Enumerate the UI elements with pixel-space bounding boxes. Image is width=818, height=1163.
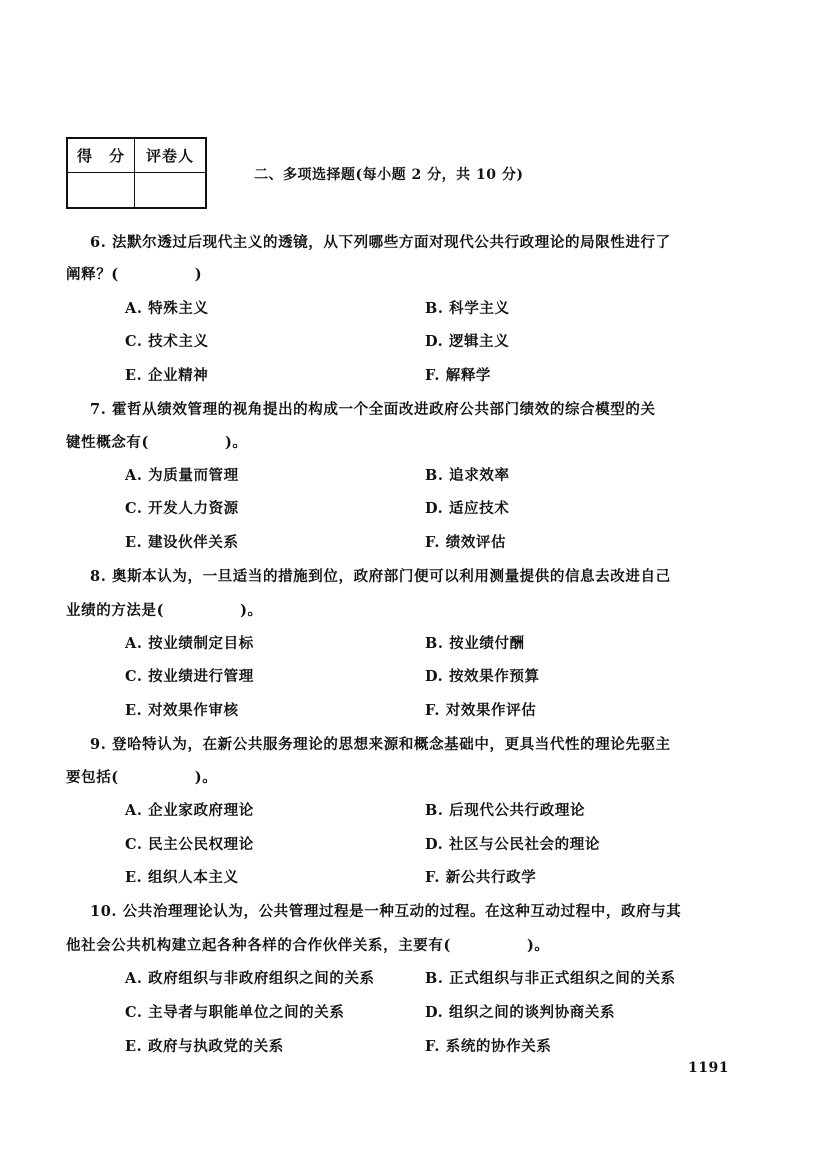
q8-option-d[interactable]: D. 按效果作预算 <box>425 668 540 685</box>
q7-option-f[interactable]: F. 绩效评估 <box>425 534 507 551</box>
question-8-line1: 8. 奥斯本认为，一旦适当的措施到位，政府部门便可以利用测量提供的信息去改进自己 <box>90 568 671 585</box>
q8-option-e[interactable]: E. 对效果作审核 <box>125 702 239 719</box>
question-8-line2 <box>66 599 263 620</box>
question-7-line1: 7. 霍哲从绩效管理的视角提出的构成一个全面改进政府公共部门绩效的综合模型的关 <box>90 401 656 418</box>
q10-option-a[interactable]: A. 政府组织与非政府组织之间的关系 <box>125 970 375 987</box>
grader-header: 评卷人 <box>135 138 207 173</box>
q7-option-a[interactable]: A. 为质量而管理 <box>125 467 239 484</box>
question-9-line1: 9. 登哈特认为，在新公共服务理论的思想来源和概念基础中，更具当代性的理论先驱主 <box>90 736 671 753</box>
q6-option-a[interactable]: A. 特殊主义 <box>125 300 209 317</box>
q9-option-d[interactable]: D. 社区与公民社会的理论 <box>425 836 600 853</box>
q7-option-d[interactable]: D. 适应技术 <box>425 500 510 517</box>
question-6-prefix: 阐释？( <box>66 266 119 283</box>
score-box <box>66 137 207 209</box>
page-number: 1191 <box>688 1060 729 1076</box>
question-10-prefix: 他社会公共机构建立起各种各样的合作伙伴关系，主要有( <box>66 937 451 954</box>
q6-option-d[interactable]: D. 逻辑主义 <box>425 333 510 350</box>
question-9-line2 <box>66 766 217 787</box>
question-7-prefix: 键性概念有( <box>66 434 149 451</box>
grader-cell[interactable] <box>135 173 207 209</box>
q9-option-e[interactable]: E. 组织人本主义 <box>125 869 239 886</box>
question-9-prefix: 要包括( <box>66 769 119 786</box>
q7-option-e[interactable]: E. 建设伙伴关系 <box>125 534 239 551</box>
question-10-line2 <box>66 934 550 955</box>
score-header: 得 分 <box>67 138 135 173</box>
q9-option-b[interactable]: B. 后现代公共行政理论 <box>425 802 586 819</box>
question-8-suffix: )。 <box>240 602 263 619</box>
q9-option-c[interactable]: C. 民主公民权理论 <box>125 836 254 853</box>
question-6-line2 <box>66 263 202 284</box>
q6-option-c[interactable]: C. 技术主义 <box>125 333 209 350</box>
q8-option-a[interactable]: A. 按业绩制定目标 <box>125 635 254 652</box>
section-title: 二、多项选择题(每小题 2 分，共 10 分) <box>254 167 524 183</box>
q10-option-b[interactable]: B. 正式组织与非正式组织之间的关系 <box>425 970 676 987</box>
q10-option-c[interactable]: C. 主导者与职能单位之间的关系 <box>125 1004 345 1021</box>
score-cell[interactable] <box>67 173 135 209</box>
question-6-suffix: ) <box>194 266 203 283</box>
question-9-suffix: )。 <box>194 769 218 786</box>
question-8-prefix: 业绩的方法是( <box>66 602 165 619</box>
question-6-line1: 6. 法默尔透过后现代主义的透镜，从下列哪些方面对现代公共行政理论的局限性进行了 <box>90 234 671 251</box>
question-10-suffix: )。 <box>526 937 550 954</box>
q6-option-f[interactable]: F. 解释学 <box>425 367 492 384</box>
question-7-suffix: )。 <box>224 434 248 451</box>
q10-option-d[interactable]: D. 组织之间的谈判协商关系 <box>425 1004 616 1021</box>
q9-option-a[interactable]: A. 企业家政府理论 <box>125 802 254 819</box>
question-10-line1: 10. 公共治理理论认为，公共管理过程是一种互动的过程。在这种互动过程中，政府与其 <box>90 903 682 920</box>
question-7-line2 <box>66 431 248 452</box>
q8-option-c[interactable]: C. 按业绩进行管理 <box>125 668 254 685</box>
q7-option-c[interactable]: C. 开发人力资源 <box>125 500 239 517</box>
q8-option-b[interactable]: B. 按业绩付酬 <box>425 635 525 652</box>
q6-option-b[interactable]: B. 科学主义 <box>425 300 510 317</box>
q9-option-f[interactable]: F. 新公共行政学 <box>425 869 537 886</box>
q7-option-b[interactable]: B. 追求效率 <box>425 467 510 484</box>
q8-option-f[interactable]: F. 对效果作评估 <box>425 702 537 719</box>
q10-option-e[interactable]: E. 政府与执政党的关系 <box>125 1038 284 1055</box>
q6-option-e[interactable]: E. 企业精神 <box>125 367 209 384</box>
q10-option-f[interactable]: F. 系统的协作关系 <box>425 1038 552 1055</box>
